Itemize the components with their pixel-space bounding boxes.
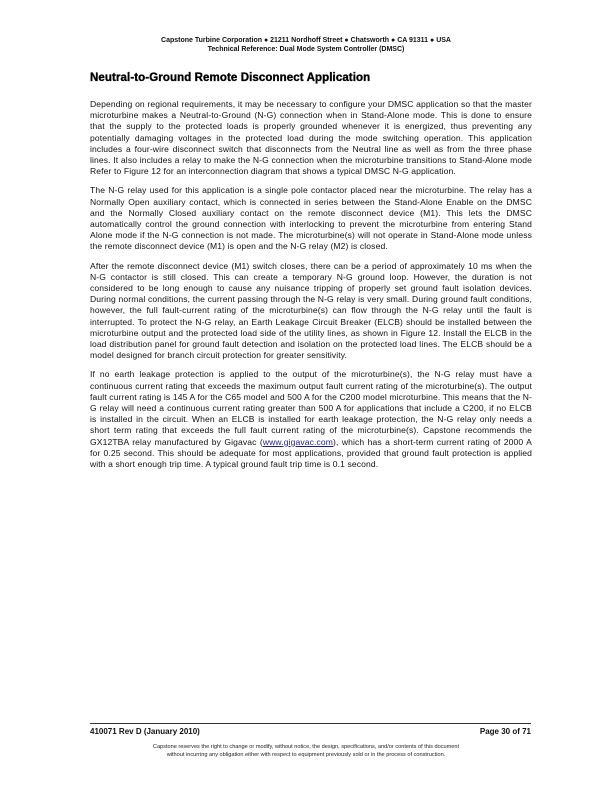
header-document-title: Technical Reference: Dual Mode System Controller (DMSC) (207, 46, 405, 53)
paragraph-4 (90, 369, 532, 470)
body-text (90, 99, 532, 478)
paragraph-1: Depending on regional requirements, it may be necessary to configure your DMSC application so that the master microturbine makes a Neutral-to-Ground (N-G) connection when in Stand-Alone mode. This is done to ensure that the supply to the protected loads is properly grounded whenever it is energized, thus preventing any potentially damaging voltages in the protected load during the mode switching operation. This application includes a four-wire disconnect switch that disconnects from the Neutral line as well as from the three phase lines. It also includes a relay to make the N-G connection when the microturbine transitions to Stand-Alone mode Refer to Figure 12 for an interconnection diagram that shows a typical DMSC N-G application. (90, 99, 532, 177)
paragraph-4-text-end: ), which has a short-term current rating of 2000 A for 0.25 second. This should be adequate for most applications, provided that ground fault protection is applied with a short enough trip time. A typical ground fault trip time is 0.1 second. (90, 436, 532, 470)
paragraph-2: The N-G relay used for this application is a single pole contactor placed near the microturbine. The relay has a Normally Open auxiliary contact, which is connected in series between the Stand-Alone Enable on the DMSC and the Normally Closed auxiliary contact on the remote disconnect device (M1). This lets the DMSC automatically control the ground connection with interlocking to prevent the microturbine from entering Stand Alone mode if the N-G connection is not made. The microturbine(s) will not operate in Stand-Alone mode unless the remote disconnect device (M1) is open and the N-G relay (M2) is closed. (90, 185, 532, 252)
page-header (0, 36, 612, 54)
disclaimer-line-1: Capstone reserves the right to change or modify, without notice, the design, specifications, and/or contents of this document (152, 744, 460, 750)
gigavac-link[interactable]: www.gigavac.com (262, 436, 334, 447)
paragraph-4-text-start: If no earth leakage protection is applied to the output of the microturbine(s), the N-G relay must have a continuous current rating that exceeds the maximum output fault current rating of the microturbine(s). The output fault current rating is 145 A for the C65 model and 500 A for the C200 model microturbine. This means that the N-G relay will need a continuous current rating greater than 500 A for applications that include a C200, if no ELCB is installed in the circuit. When an ELCB is installed for earth leakage protection, the N-G relay only needs a short term rating that exceeds the full fault current rating of the microturbine(s). Capstone recommends the GX12TBA relay manufactured by Gigavac ( (90, 369, 532, 447)
page-number: Page 30 of 71 (479, 727, 531, 736)
section-title: Neutral-to-Ground Remote Disconnect Application (90, 72, 371, 84)
footer-disclaimer (60, 743, 552, 759)
document-revision: 410071 Rev D (January 2010) (90, 727, 200, 736)
disclaimer-line-2: without incurring any obligation either with respect to equipment previously sold or in the process of construction. (166, 752, 446, 758)
footer-divider (90, 723, 531, 724)
header-company-line: Capstone Turbine Corporation ● 21211 Nordhoff Street ● Chatsworth ● CA 91311 ● USA (161, 37, 451, 44)
paragraph-3: After the remote disconnect device (M1) switch closes, there can be a period of approximately 10 ms when the N-G contactor is still closed. This can create a temporary N-G ground loop. However, the duration is not considered to be long enough to cause any nuisance tripping of properly set ground fault isolation devices. During normal conditions, the current passing through the N-G relay is very small. During ground fault conditions, however, the full fault-current rating of the microturbine(s) can flow through the N-G relay until the fault is interrupted. To protect the N-G relay, an Earth Leakage Circuit Breaker (ELCB) should be installed between the microturbine output and the protected load side of the utility lines, as shown in Figure 12. Install the ELCB in the load distribution panel for ground fault detection and isolation on the protected load lines. The ELCB should be a model designed for branch circuit protection for greater sensitivity. (90, 260, 532, 361)
